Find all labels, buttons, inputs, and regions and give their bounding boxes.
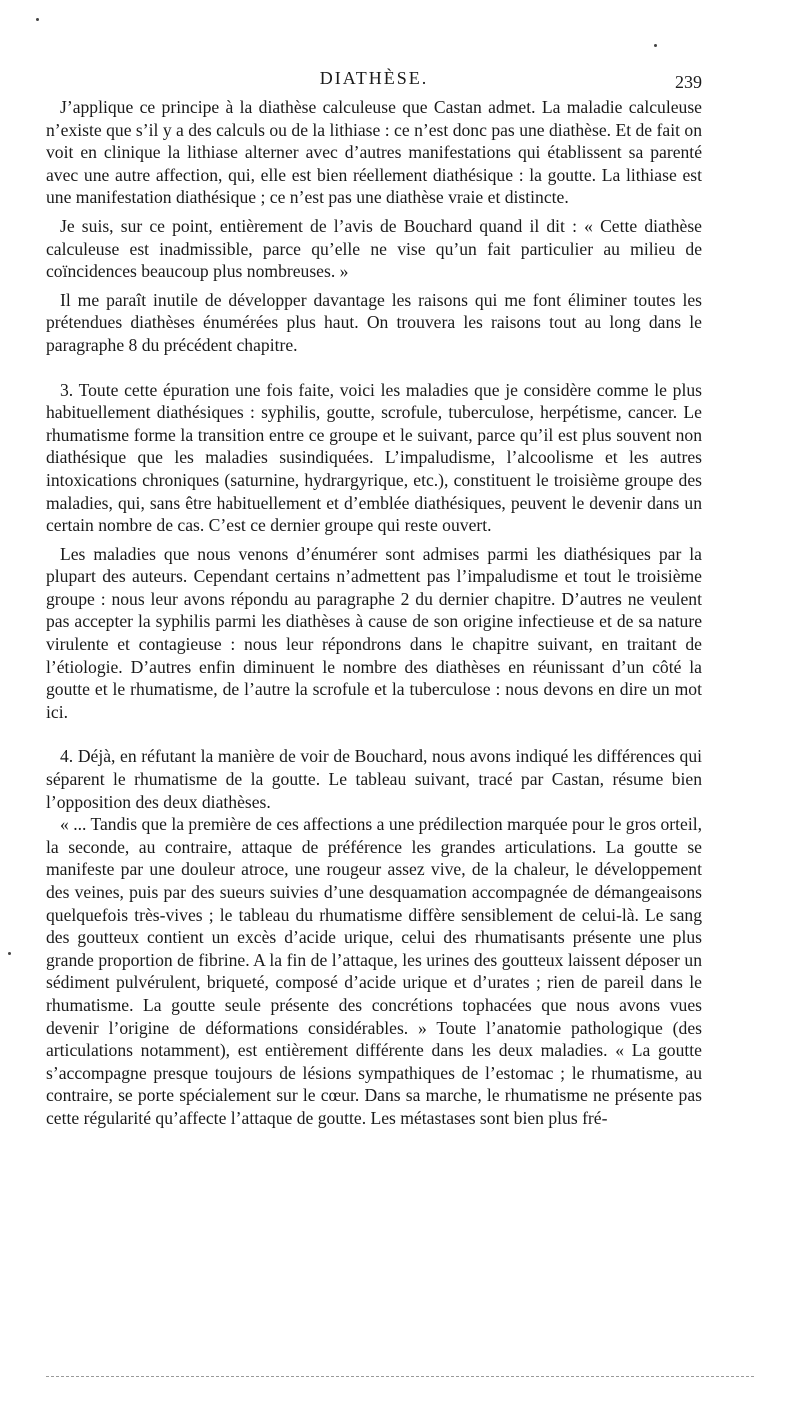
running-title: DIATHÈSE. — [319, 68, 429, 88]
paragraph-elimination: Il me paraît inutile de développer davantage les raisons qui me font éliminer toutes les prétendues diathèses énumérées plus haut. On trouvera les raisons tout au long dans le paragraphe 8 du précédent chapitre. — [46, 289, 702, 355]
paragraph-section-4: 4. Déjà, en réfutant la manière de voir de Bouchard, nous avons indiqué les différences qui séparent le rhumatisme de la goutte. Le tableau suivant, tracé par Castan, résume bien l’opposition des deux diathèses. — [46, 746, 702, 812]
scan-speck-left-margin — [8, 952, 11, 955]
book-page — [46, 62, 702, 1130]
paragraph-calculous-diathesis: J’applique ce principe à la diathèse calculeuse que Castan admet. La maladie calculeuse n’existe que s’il y a des calculs ou de la lithiase : ce n’est donc pas une diathèse. Et de fait on voit en clinique la lithiase alterner avec d’autres manifestations qui établissent sa parenté avec une autre affection, qui, elle est bien réellement diathésique : la goutte. La lithiase est une manifestation diathésique ; ce n’est pas une diathèse vraie et distincte. — [46, 97, 702, 208]
paragraph-castan-quote: « ... Tandis que la première de ces affections a une prédilection marquée pour le gros orteil, la seconde, au contraire, attaque de préférence les grandes articulations. La goutte se manifeste par une douleur atroce, une rougeur assez vive, de la chaleur, le développement des veines, puis par des sueurs suivies d’une desquamation accompagnée de démangeaisons quelquefois très-vives ; le tableau du rhumatisme diffère sensiblement de celui-là. Le sang des goutteux contient un excès d’acide urique, celui des rhumatisants présente une plus grande proportion de fibrine. A la fin de l’attaque, les urines des goutteux laissent déposer un sédiment pulvérulent, briqueté, composé d’acide urique et d’urates ; rien de pareil dans le rhumatisme. La goutte seule présente des concrétions tophacées que nous avons vues devenir l’origine de déformations considérables. » Toute l’anatomie pathologique (des articulations notamment), est entièrement différente dans les deux maladies. « La goutte s’accompagne presque toujours de lésions sympathiques de l’estomac ; le rhumatisme, au contraire, se porte spécialement sur le cœur. Dans sa marche, le rhumatisme ne présente pas cette régularité qu’affecte l’attaque de goutte. Les métastases sont bien plus fré- — [46, 814, 703, 1128]
bottom-scan-dots — [46, 1376, 754, 1377]
scan-speck-top-right — [654, 44, 657, 47]
paragraph-bouchard-quote: Je suis, sur ce point, entièrement de l’avis de Bouchard quand il dit : « Cette diathèse calculeuse est inadmissible, parce qu’elle ne vise qu’un fait particulier au milieu de coïncidences beaucoup plus nombreuses. » — [46, 215, 702, 282]
page-number: 239 — [675, 72, 702, 92]
paragraph-admitted-diseases: Les maladies que nous venons d’énumérer sont admises parmi les diathésiques par la plupart des auteurs. Cependant certains n’admettent pas l’impaludisme et tout le troisième groupe : nous leur avons répondu au paragraphe 2 du dernier chapitre. D’autres ne veulent pas accepter la syphilis parmi les diathèses à cause de son origine infectieuse et de sa nature virulente et contagieuse : nous leur répondrons dans le chapitre suivant, en traitant de l’étiologie. D’autres enfin diminuent le nombre des diathèses en réunissant d’un côté la goutte et le rhumatisme, de l’autre la scrofule et la tuberculose : nous devons en dire un mot ici. — [46, 543, 702, 722]
scan-speck-top-left — [36, 18, 39, 21]
paragraph-section-3: 3. Toute cette épuration une fois faite, voici les maladies que je considère comme le plus habituellement diathésiques : syphilis, goutte, scrofule, tuberculose, herpétisme, cancer. Le rhumatisme forme la transition entre ce groupe et le suivant, parce qu’il est plus souvent non diathésique que les maladies susindiquées. L’impaludisme, l’alcoolisme et les autres intoxications chroniques (saturnine, hydrargyrique, etc.), constituent le troisième groupe des maladies, qui, sans être habituellement et d’emblée diathésiques, peuvent le devenir dans un certain nombre de cas. C’est ce dernier groupe qui reste ouvert. — [46, 379, 702, 536]
page-header — [46, 62, 702, 96]
